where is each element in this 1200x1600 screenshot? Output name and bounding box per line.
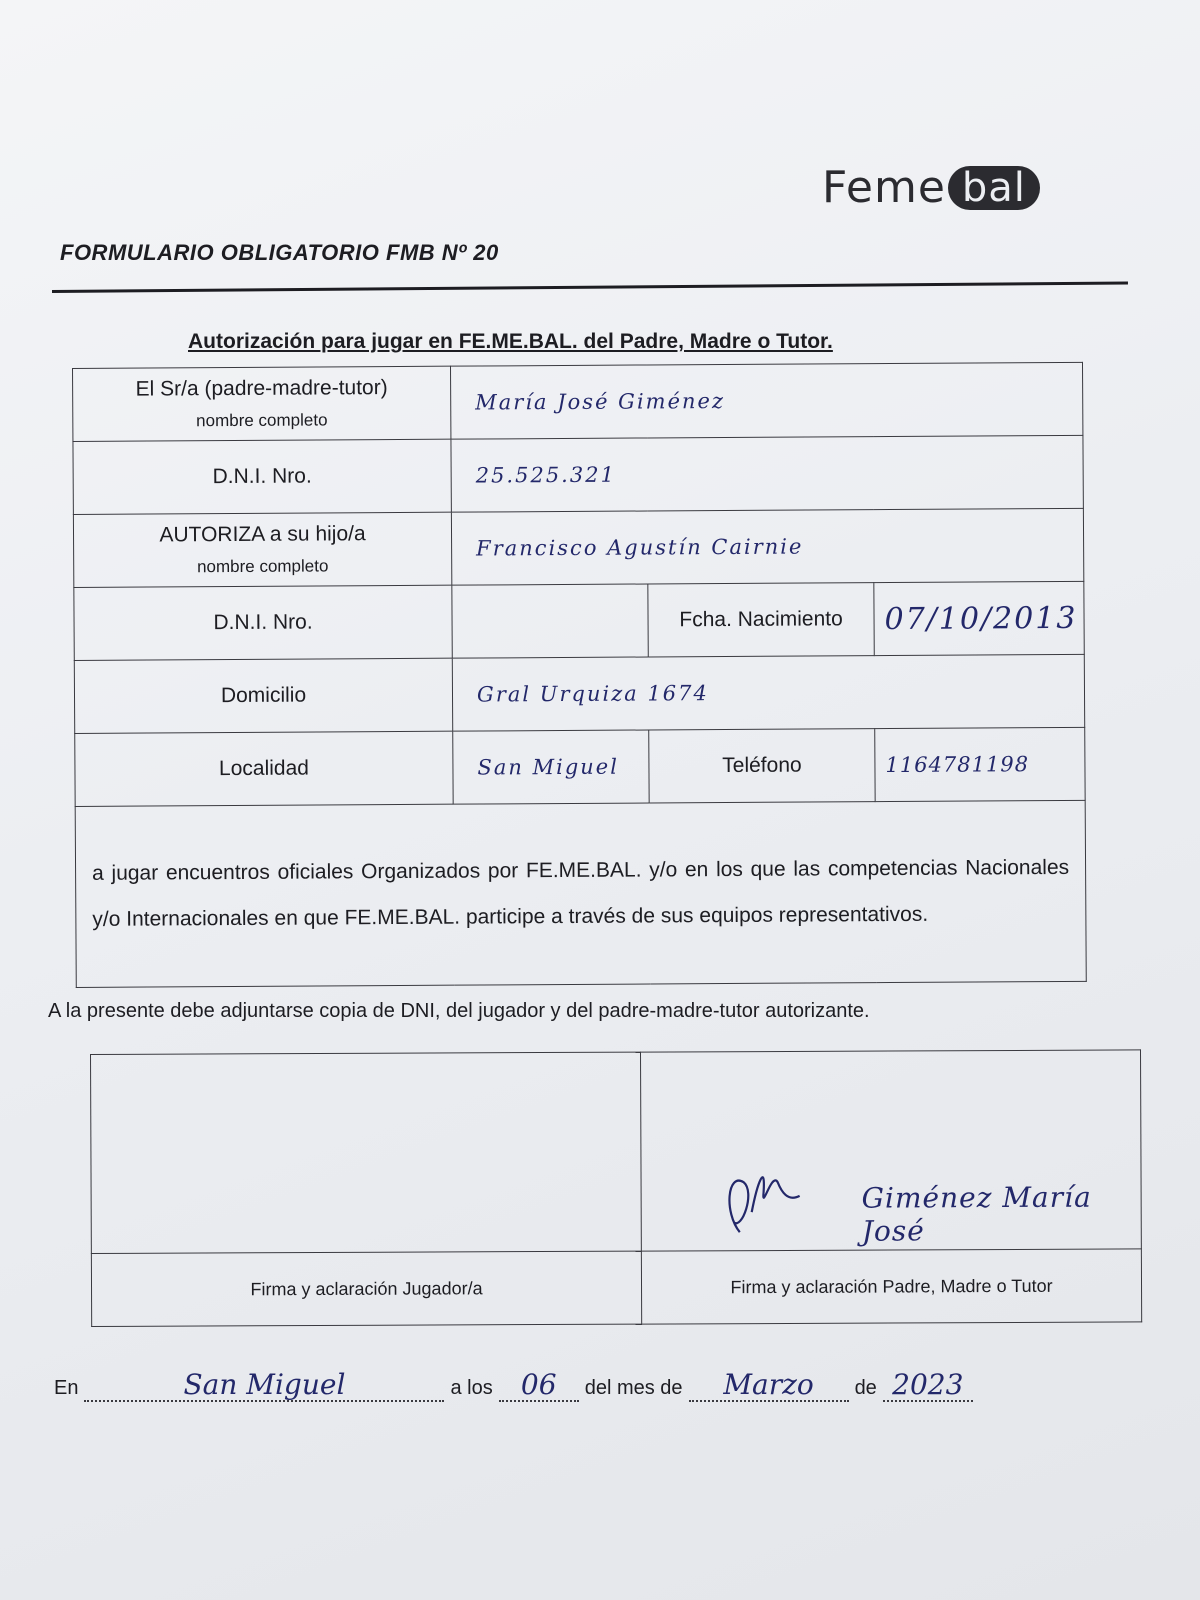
parent-signature-caption: Firma y aclaración Padre, Madre o Tutor	[641, 1249, 1141, 1324]
address-value: Gral Urquiza 1674	[452, 654, 1084, 731]
parent-signature	[721, 1152, 801, 1242]
player-signature-caption: Firma y aclaración Jugador/a	[91, 1251, 641, 1326]
city-row	[75, 727, 1085, 806]
signature-space-row	[91, 1050, 1142, 1254]
parent-sublabel: nombre completo	[196, 410, 328, 431]
address-label: Domicilio	[74, 658, 452, 733]
birth-date-value: 07/10/2013	[874, 581, 1084, 655]
a-los-label: a los	[450, 1377, 493, 1399]
signature-table	[90, 1049, 1142, 1327]
city-label: Localidad	[75, 731, 453, 806]
child-label: AUTORIZA a su hijo/a	[159, 522, 366, 547]
city-value: San Miguel	[453, 730, 649, 804]
child-dni-row	[74, 581, 1084, 660]
child-label-cell	[73, 512, 451, 587]
parent-name-value: María José Giménez	[450, 362, 1082, 439]
day-value: 06	[499, 1370, 579, 1402]
form-subtitle: Autorización para jugar en FE.ME.BAL. del Padre, Madre o Tutor.	[188, 330, 833, 353]
child-name-row	[73, 508, 1083, 587]
signature-caption-row	[91, 1249, 1141, 1327]
month-value: Marzo	[689, 1370, 849, 1402]
authorization-table	[72, 362, 1087, 988]
authorization-text-row	[75, 800, 1086, 987]
place-date-line	[54, 1370, 979, 1402]
femebal-logo	[822, 162, 1040, 213]
phone-value: 1164781198	[875, 727, 1085, 801]
parent-name-row	[73, 362, 1083, 441]
birth-date-label: Fcha. Nacimiento	[648, 583, 874, 657]
place-value: San Miguel	[84, 1370, 444, 1402]
phone-label: Teléfono	[649, 729, 875, 803]
logo-text: Feme	[822, 162, 946, 213]
attachment-note: A la presente debe adjuntarse copia de DNI, del jugador y del padre-madre-tutor autorizante.	[48, 1000, 870, 1022]
child-dni-label: D.N.I. Nro.	[74, 585, 452, 660]
parent-dni-value: 25.525.321	[451, 435, 1083, 512]
logo-pill: bal	[948, 166, 1040, 210]
mes-label: del mes de	[584, 1377, 683, 1399]
player-signature-area	[91, 1052, 642, 1253]
parent-signature-area	[640, 1050, 1141, 1251]
parent-label-cell	[73, 366, 451, 441]
child-sublabel: nombre completo	[196, 556, 329, 577]
authorization-text: a jugar encuentros oficiales Organizados por FE.ME.BAL. y/o en los que las competencias Nacionales y/o Internacionales en que FE.ME.BAL. participe a través de sus equipos representativos.	[75, 800, 1086, 987]
parent-dni-label: D.N.I. Nro.	[73, 439, 451, 514]
parent-dni-row	[73, 435, 1083, 514]
parent-label: El Sr/a (padre-madre-tutor)	[135, 376, 388, 401]
child-name-value: Francisco Agustín Cairnie	[451, 508, 1083, 585]
form-title: FORMULARIO OBLIGATORIO FMB Nº 20	[60, 240, 499, 265]
child-dni-value	[452, 584, 648, 658]
address-row	[74, 654, 1084, 733]
title-rule	[52, 282, 1128, 293]
parent-clarification: Giménez María José	[861, 1180, 1092, 1248]
year-value: 2023	[883, 1370, 973, 1402]
en-label: En	[54, 1377, 79, 1399]
de-label: de	[854, 1377, 877, 1399]
